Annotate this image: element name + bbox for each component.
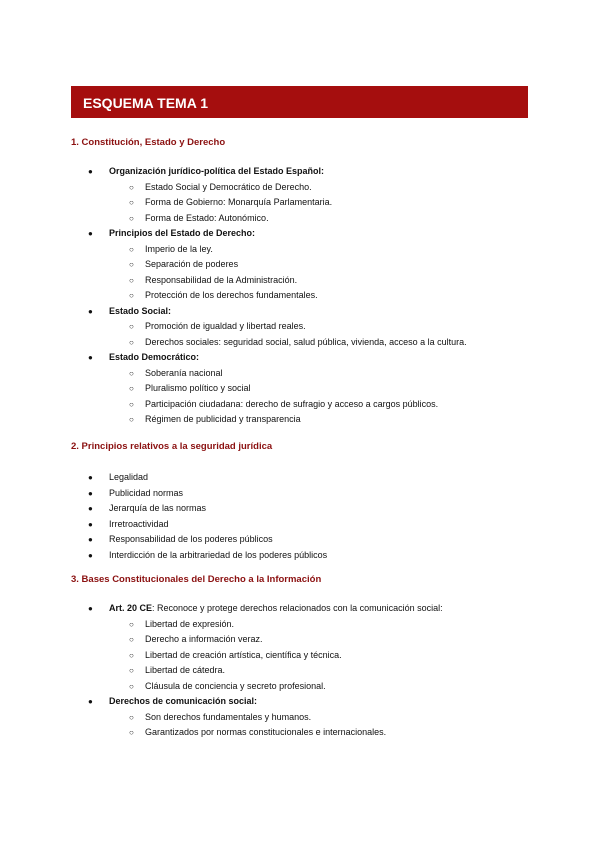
list-item — [71, 501, 541, 517]
sub-item-text: Responsabilidad de la Administración. — [145, 274, 298, 285]
section-title: 1. Constitución, Estado y Derecho — [71, 137, 226, 148]
hollow-bullet-icon: ○ — [129, 384, 134, 393]
sub-item-text: Derecho a información veraz. — [145, 634, 263, 644]
sub-list-item — [109, 381, 541, 397]
hollow-bullet-icon: ○ — [129, 368, 134, 378]
list-item — [71, 164, 541, 226]
sub-item-text: Libertad de creación artística, científica y técnica. — [145, 649, 342, 660]
hollow-bullet-icon: ○ — [129, 619, 134, 629]
hollow-bullet-icon: ○ — [129, 635, 134, 644]
sub-item-text: Son derechos fundamentales y humanos. — [145, 711, 312, 722]
sub-item-text: Imperio de la ley. — [145, 243, 213, 254]
hollow-bullet-icon: ○ — [129, 322, 134, 331]
item-text: Irretroactividad — [109, 518, 169, 529]
sub-list — [109, 366, 541, 428]
filled-bullet-icon: ● — [88, 697, 93, 706]
item-label: Estado Democrático: — [109, 352, 200, 362]
hollow-bullet-icon: ○ — [129, 182, 134, 192]
bullet-list — [71, 601, 541, 741]
bullet-list — [71, 470, 541, 563]
section-2 — [71, 440, 541, 563]
sub-item-text: Forma de Gobierno: Monarquía Parlamentaria. — [145, 197, 333, 207]
filled-bullet-icon: ● — [88, 550, 93, 560]
sub-item-text: Soberanía nacional — [145, 367, 223, 378]
filled-bullet-icon: ● — [88, 473, 93, 482]
sub-list-item — [109, 617, 541, 633]
hollow-bullet-icon: ○ — [129, 213, 134, 223]
filled-bullet-icon: ● — [88, 504, 93, 513]
sub-list-item — [109, 211, 541, 227]
sub-list-item — [109, 663, 541, 679]
sub-list-item — [109, 288, 541, 304]
sub-item-text: Forma de Estado: Autonómico. — [145, 212, 269, 223]
sub-list-item — [109, 710, 541, 726]
sub-item-text: Libertad de cátedra. — [145, 665, 226, 675]
title-banner — [71, 86, 528, 118]
hollow-bullet-icon: ○ — [129, 244, 134, 254]
sub-list — [109, 319, 541, 350]
hollow-bullet-icon: ○ — [129, 399, 134, 409]
list-item — [71, 304, 541, 351]
filled-bullet-icon: ● — [88, 306, 93, 316]
hollow-bullet-icon: ○ — [129, 415, 134, 424]
sub-list-item — [109, 335, 541, 351]
item-text: Publicidad normas — [109, 487, 184, 498]
sub-list-item — [109, 412, 541, 428]
filled-bullet-icon: ● — [88, 353, 93, 362]
sub-list-item — [109, 257, 541, 273]
sub-list-item — [109, 632, 541, 648]
list-item — [71, 532, 541, 548]
section-title: 2. Principios relativos a la seguridad jurídica — [71, 441, 273, 452]
list-item — [71, 548, 541, 564]
sub-list-item — [109, 273, 541, 289]
hollow-bullet-icon: ○ — [129, 291, 134, 300]
item-label: Organización jurídico-política del Estado Español: — [109, 166, 325, 176]
sub-list-item — [109, 319, 541, 335]
section-3 — [71, 573, 541, 741]
sub-list — [109, 242, 541, 304]
list-item — [71, 601, 541, 694]
sub-list — [109, 180, 541, 227]
sub-item-text: Régimen de publicidad y transparencia — [145, 414, 301, 424]
hollow-bullet-icon: ○ — [129, 198, 134, 207]
section-1 — [71, 136, 541, 428]
sub-list-item — [109, 397, 541, 413]
sub-item-text: Cláusula de conciencia y secreto profesional. — [145, 680, 326, 691]
hollow-bullet-icon: ○ — [129, 275, 134, 285]
sub-item-text: Promoción de igualdad y libertad reales. — [145, 321, 306, 331]
list-item — [71, 470, 541, 486]
list-item — [71, 486, 541, 502]
hollow-bullet-icon: ○ — [129, 728, 134, 737]
list-item — [71, 350, 541, 428]
item-text: Legalidad — [109, 472, 149, 482]
hollow-bullet-icon: ○ — [129, 712, 134, 722]
filled-bullet-icon: ● — [88, 604, 93, 613]
filled-bullet-icon: ● — [88, 229, 93, 238]
sub-list-item — [109, 366, 541, 382]
list-item — [71, 517, 541, 533]
sub-item-text: Pluralismo político y social — [145, 383, 251, 393]
sub-list-item — [109, 242, 541, 258]
item-text: Responsabilidad de los poderes públicos — [109, 534, 273, 544]
filled-bullet-icon: ● — [88, 519, 93, 529]
hollow-bullet-icon: ○ — [129, 666, 134, 675]
item-label: Derechos de comunicación social: — [109, 696, 258, 706]
section-title: 3. Bases Constitucionales del Derecho a la Información — [71, 574, 322, 585]
hollow-bullet-icon: ○ — [129, 260, 134, 269]
list-item — [71, 694, 541, 741]
sub-list — [109, 617, 541, 695]
sub-item-text: Libertad de expresión. — [145, 618, 235, 629]
page-title: ESQUEMA TEMA 1 — [83, 95, 208, 111]
sub-list-item — [109, 648, 541, 664]
sub-item-text: Garantizados por normas constitucionales e internacionales. — [145, 727, 387, 737]
filled-bullet-icon: ● — [88, 535, 93, 544]
sub-item-text: Protección de los derechos fundamentales. — [145, 290, 318, 300]
filled-bullet-icon: ● — [88, 167, 93, 176]
sub-list-item — [109, 195, 541, 211]
hollow-bullet-icon: ○ — [129, 337, 134, 347]
sub-item-text: Derechos sociales: seguridad social, salud pública, vivienda, acceso a la cultura. — [145, 336, 467, 347]
hollow-bullet-icon: ○ — [129, 650, 134, 660]
sub-list-item — [109, 180, 541, 196]
sub-list — [109, 710, 541, 741]
item-label: Principios del Estado de Derecho: — [109, 228, 256, 238]
hollow-bullet-icon: ○ — [129, 681, 134, 691]
item-label: Art. 20 CE — [109, 603, 153, 613]
item-text: Interdicción de la arbitrariedad de los poderes públicos — [109, 549, 328, 560]
item-text: : Reconoce y protege derechos relacionados con la comunicación social: — [152, 603, 443, 613]
sub-item-text: Separación de poderes — [145, 259, 239, 269]
list-item — [71, 226, 541, 304]
sub-item-text: Estado Social y Democrático de Derecho. — [145, 181, 312, 192]
item-text: Jerarquía de las normas — [109, 503, 207, 513]
bullet-list — [71, 164, 541, 428]
sub-list-item — [109, 725, 541, 741]
sub-list-item — [109, 679, 541, 695]
sub-item-text: Participación ciudadana: derecho de sufragio y acceso a cargos públicos. — [145, 398, 439, 409]
filled-bullet-icon: ● — [88, 488, 93, 498]
item-label: Estado Social: — [109, 305, 172, 316]
